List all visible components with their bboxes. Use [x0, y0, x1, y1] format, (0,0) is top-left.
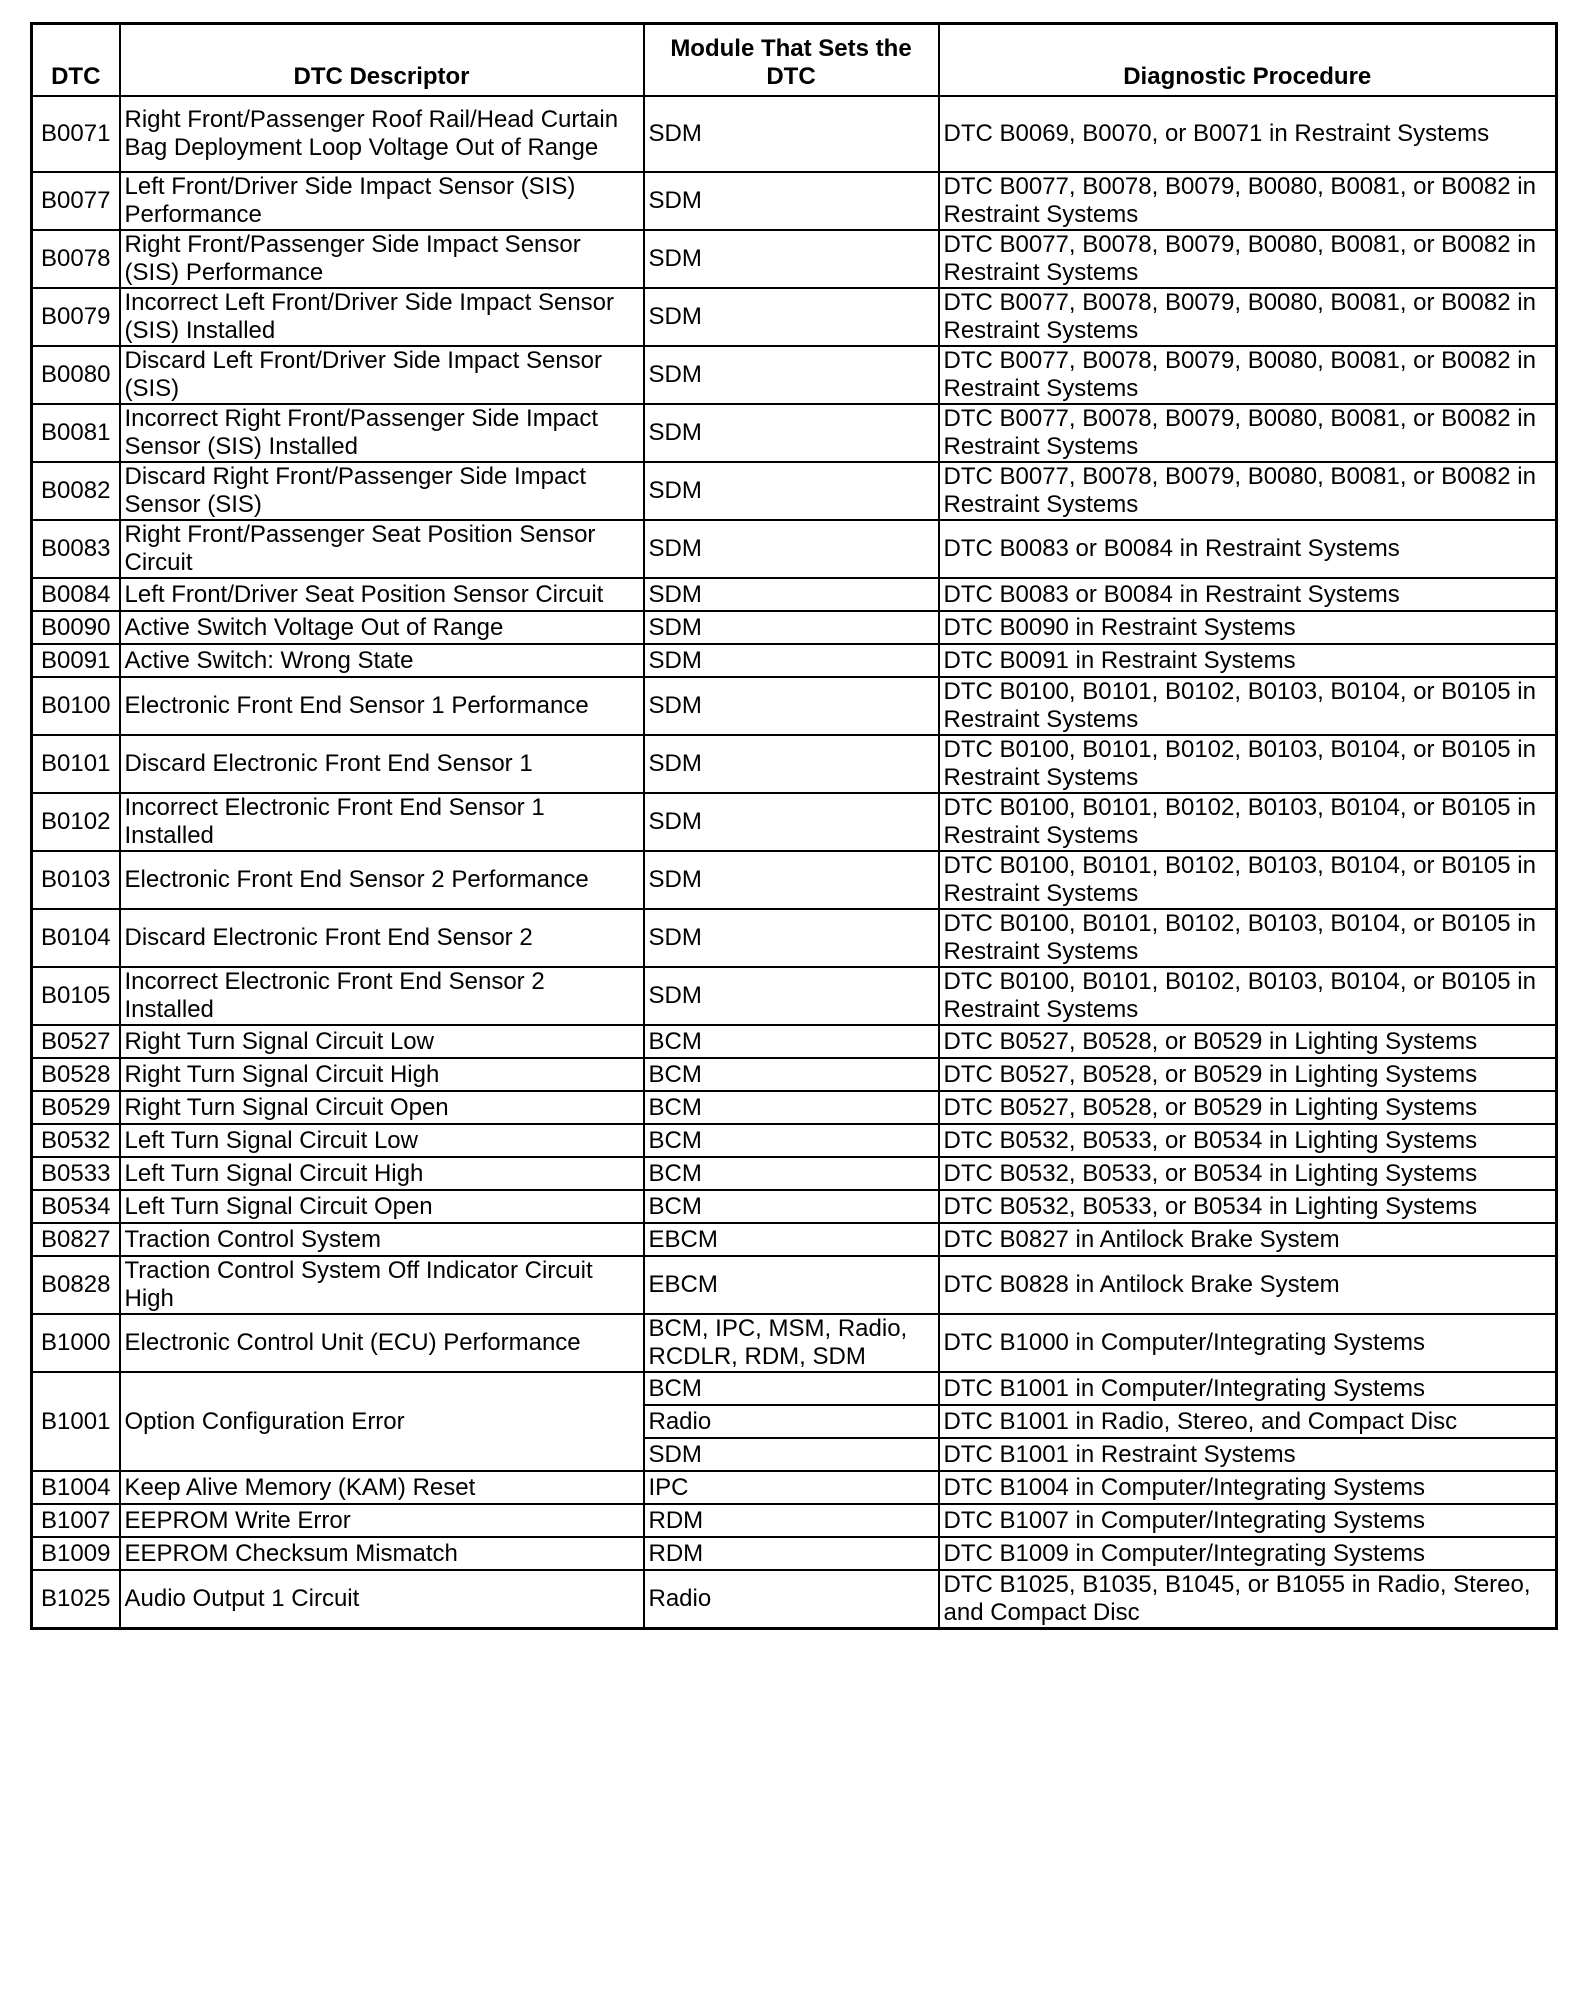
- module-cell: EBCM: [644, 1256, 939, 1314]
- module-cell: SDM: [644, 404, 939, 462]
- table-row: [32, 96, 1557, 172]
- dtc-code-cell: B0527: [32, 1025, 120, 1058]
- diagnostic-procedure-cell: DTC B0532, B0533, or B0534 in Lighting Systems: [939, 1157, 1557, 1190]
- dtc-code-cell: B0077: [32, 172, 120, 230]
- table-row: [32, 230, 1557, 288]
- dtc-code-cell: B0082: [32, 462, 120, 520]
- dtc-descriptor-cell: Active Switch Voltage Out of Range: [120, 611, 644, 644]
- dtc-code-cell: B0534: [32, 1190, 120, 1223]
- table-row: [32, 462, 1557, 520]
- module-cell: SDM: [644, 735, 939, 793]
- diagnostic-procedure-cell: DTC B0100, B0101, B0102, B0103, B0104, or B0105 in Restraint Systems: [939, 793, 1557, 851]
- dtc-code-cell: B0102: [32, 793, 120, 851]
- dtc-descriptor-cell: Right Front/Passenger Seat Position Sensor Circuit: [120, 520, 644, 578]
- table-row: [32, 1091, 1557, 1124]
- dtc-descriptor-cell: Traction Control System Off Indicator Circuit High: [120, 1256, 644, 1314]
- table-row: [32, 677, 1557, 735]
- table-row: [32, 404, 1557, 462]
- module-cell: RDM: [644, 1504, 939, 1537]
- diagnostic-procedure-cell: DTC B0100, B0101, B0102, B0103, B0104, or B0105 in Restraint Systems: [939, 909, 1557, 967]
- table-row: [32, 967, 1557, 1025]
- dtc-code-cell: B0078: [32, 230, 120, 288]
- dtc-descriptor-cell: Electronic Front End Sensor 1 Performance: [120, 677, 644, 735]
- table-row: [32, 1223, 1557, 1256]
- dtc-descriptor-cell: Left Turn Signal Circuit High: [120, 1157, 644, 1190]
- dtc-descriptor-cell: Discard Right Front/Passenger Side Impact Sensor (SIS): [120, 462, 644, 520]
- module-cell: SDM: [644, 462, 939, 520]
- diagnostic-procedure-cell: DTC B0527, B0528, or B0529 in Lighting Systems: [939, 1058, 1557, 1091]
- diagnostic-procedure-cell: DTC B0083 or B0084 in Restraint Systems: [939, 520, 1557, 578]
- diagnostic-procedure-cell: DTC B0827 in Antilock Brake System: [939, 1223, 1557, 1256]
- diagnostic-procedure-cell: DTC B0532, B0533, or B0534 in Lighting Systems: [939, 1190, 1557, 1223]
- dtc-code-cell: B0103: [32, 851, 120, 909]
- table-row: [32, 1190, 1557, 1223]
- diagnostic-procedure-cell: DTC B1001 in Restraint Systems: [939, 1438, 1557, 1471]
- diagnostic-procedure-cell: DTC B1025, B1035, B1045, or B1055 in Radio, Stereo, and Compact Disc: [939, 1570, 1557, 1629]
- dtc-descriptor-cell: Left Front/Driver Seat Position Sensor Circuit: [120, 578, 644, 611]
- diagnostic-procedure-cell: DTC B1009 in Computer/Integrating Systems: [939, 1537, 1557, 1570]
- module-cell: SDM: [644, 230, 939, 288]
- dtc-code-cell: B0104: [32, 909, 120, 967]
- diagnostic-procedure-cell: DTC B0069, B0070, or B0071 in Restraint Systems: [939, 96, 1557, 172]
- diagnostic-procedure-cell: DTC B0077, B0078, B0079, B0080, B0081, or B0082 in Restraint Systems: [939, 346, 1557, 404]
- dtc-descriptor-cell: Audio Output 1 Circuit: [120, 1570, 644, 1629]
- table-row: [32, 1570, 1557, 1629]
- dtc-descriptor-cell: Incorrect Electronic Front End Sensor 2 Installed: [120, 967, 644, 1025]
- diagnostic-procedure-cell: DTC B0077, B0078, B0079, B0080, B0081, or B0082 in Restraint Systems: [939, 404, 1557, 462]
- module-cell: RDM: [644, 1537, 939, 1570]
- module-cell: SDM: [644, 172, 939, 230]
- module-cell: SDM: [644, 644, 939, 677]
- dtc-descriptor-cell: Incorrect Right Front/Passenger Side Impact Sensor (SIS) Installed: [120, 404, 644, 462]
- dtc-descriptor-cell: Right Turn Signal Circuit Open: [120, 1091, 644, 1124]
- dtc-descriptor-cell: Keep Alive Memory (KAM) Reset: [120, 1471, 644, 1504]
- module-cell: BCM: [644, 1372, 939, 1405]
- table-row: [32, 909, 1557, 967]
- dtc-code-cell: B0081: [32, 404, 120, 462]
- table-row: [32, 1537, 1557, 1570]
- dtc-table: [30, 22, 1558, 1630]
- dtc-code-cell: B1001: [32, 1372, 120, 1471]
- table-row: [32, 1504, 1557, 1537]
- diagnostic-procedure-cell: DTC B0077, B0078, B0079, B0080, B0081, or B0082 in Restraint Systems: [939, 230, 1557, 288]
- dtc-descriptor-cell: Left Front/Driver Side Impact Sensor (SIS) Performance: [120, 172, 644, 230]
- module-cell: BCM: [644, 1025, 939, 1058]
- table-row: [32, 793, 1557, 851]
- diagnostic-procedure-cell: DTC B0090 in Restraint Systems: [939, 611, 1557, 644]
- table-row: [32, 578, 1557, 611]
- table-row: [32, 288, 1557, 346]
- dtc-descriptor-cell: EEPROM Write Error: [120, 1504, 644, 1537]
- diagnostic-procedure-cell: DTC B1007 in Computer/Integrating Systems: [939, 1504, 1557, 1537]
- dtc-descriptor-cell: Left Turn Signal Circuit Low: [120, 1124, 644, 1157]
- dtc-table-body: [32, 96, 1557, 1629]
- diagnostic-procedure-cell: DTC B0532, B0533, or B0534 in Lighting Systems: [939, 1124, 1557, 1157]
- module-cell: BCM: [644, 1190, 939, 1223]
- module-cell: SDM: [644, 611, 939, 644]
- dtc-descriptor-cell: Discard Left Front/Driver Side Impact Sensor (SIS): [120, 346, 644, 404]
- module-cell: BCM, IPC, MSM, Radio, RCDLR, RDM, SDM: [644, 1314, 939, 1372]
- dtc-code-cell: B0090: [32, 611, 120, 644]
- dtc-code-cell: B0828: [32, 1256, 120, 1314]
- diagnostic-procedure-cell: DTC B0083 or B0084 in Restraint Systems: [939, 578, 1557, 611]
- dtc-code-cell: B1000: [32, 1314, 120, 1372]
- table-row: [32, 520, 1557, 578]
- module-cell: Radio: [644, 1570, 939, 1629]
- diagnostic-procedure-cell: DTC B1001 in Computer/Integrating Systems: [939, 1372, 1557, 1405]
- dtc-code-cell: B0071: [32, 96, 120, 172]
- dtc-descriptor-cell: Discard Electronic Front End Sensor 2: [120, 909, 644, 967]
- table-row: [32, 172, 1557, 230]
- dtc-descriptor-cell: Discard Electronic Front End Sensor 1: [120, 735, 644, 793]
- dtc-descriptor-cell: Right Turn Signal Circuit High: [120, 1058, 644, 1091]
- dtc-descriptor-cell: Right Front/Passenger Side Impact Sensor (SIS) Performance: [120, 230, 644, 288]
- module-cell: BCM: [644, 1058, 939, 1091]
- module-cell: SDM: [644, 578, 939, 611]
- dtc-code-cell: B1007: [32, 1504, 120, 1537]
- module-cell: EBCM: [644, 1223, 939, 1256]
- dtc-descriptor-cell: EEPROM Checksum Mismatch: [120, 1537, 644, 1570]
- table-row: [32, 1058, 1557, 1091]
- dtc-code-cell: B0080: [32, 346, 120, 404]
- diagnostic-procedure-cell: DTC B0077, B0078, B0079, B0080, B0081, or B0082 in Restraint Systems: [939, 172, 1557, 230]
- diagnostic-procedure-cell: DTC B1004 in Computer/Integrating Systems: [939, 1471, 1557, 1504]
- dtc-code-cell: B1009: [32, 1537, 120, 1570]
- dtc-code-cell: B0532: [32, 1124, 120, 1157]
- module-cell: SDM: [644, 677, 939, 735]
- module-cell: BCM: [644, 1091, 939, 1124]
- module-cell: SDM: [644, 851, 939, 909]
- module-cell: SDM: [644, 967, 939, 1025]
- dtc-code-cell: B0083: [32, 520, 120, 578]
- module-cell: BCM: [644, 1124, 939, 1157]
- dtc-code-cell: B0079: [32, 288, 120, 346]
- dtc-code-cell: B0533: [32, 1157, 120, 1190]
- dtc-code-cell: B1025: [32, 1570, 120, 1629]
- dtc-descriptor-cell: Electronic Control Unit (ECU) Performance: [120, 1314, 644, 1372]
- table-row: [32, 1157, 1557, 1190]
- dtc-descriptor-cell: Left Turn Signal Circuit Open: [120, 1190, 644, 1223]
- header-row: [32, 24, 1557, 97]
- diagnostic-procedure-cell: DTC B0077, B0078, B0079, B0080, B0081, or B0082 in Restraint Systems: [939, 288, 1557, 346]
- diagnostic-procedure-cell: DTC B0527, B0528, or B0529 in Lighting Systems: [939, 1025, 1557, 1058]
- header-module: Module That Sets the DTC: [644, 24, 939, 97]
- dtc-code-cell: B0827: [32, 1223, 120, 1256]
- dtc-code-cell: B0529: [32, 1091, 120, 1124]
- dtc-descriptor-cell: Incorrect Left Front/Driver Side Impact Sensor (SIS) Installed: [120, 288, 644, 346]
- table-row: [32, 346, 1557, 404]
- dtc-descriptor-cell: Active Switch: Wrong State: [120, 644, 644, 677]
- table-row: [32, 1124, 1557, 1157]
- diagnostic-procedure-cell: DTC B0091 in Restraint Systems: [939, 644, 1557, 677]
- table-row: [32, 1025, 1557, 1058]
- diagnostic-procedure-cell: DTC B0100, B0101, B0102, B0103, B0104, or B0105 in Restraint Systems: [939, 967, 1557, 1025]
- diagnostic-procedure-cell: DTC B0100, B0101, B0102, B0103, B0104, or B0105 in Restraint Systems: [939, 677, 1557, 735]
- dtc-descriptor-cell: Option Configuration Error: [120, 1372, 644, 1471]
- diagnostic-procedure-cell: DTC B0100, B0101, B0102, B0103, B0104, or B0105 in Restraint Systems: [939, 735, 1557, 793]
- dtc-descriptor-cell: Right Turn Signal Circuit Low: [120, 1025, 644, 1058]
- module-cell: BCM: [644, 1157, 939, 1190]
- dtc-code-cell: B1004: [32, 1471, 120, 1504]
- diagnostic-procedure-cell: DTC B0077, B0078, B0079, B0080, B0081, or B0082 in Restraint Systems: [939, 462, 1557, 520]
- diagnostic-procedure-cell: DTC B0527, B0528, or B0529 in Lighting Systems: [939, 1091, 1557, 1124]
- diagnostic-procedure-cell: DTC B0828 in Antilock Brake System: [939, 1256, 1557, 1314]
- dtc-code-cell: B0101: [32, 735, 120, 793]
- dtc-code-cell: B0100: [32, 677, 120, 735]
- table-row: [32, 611, 1557, 644]
- table-row: [32, 1471, 1557, 1504]
- module-cell: SDM: [644, 96, 939, 172]
- module-cell: IPC: [644, 1471, 939, 1504]
- header-dtc: DTC: [32, 24, 120, 97]
- dtc-descriptor-cell: Traction Control System: [120, 1223, 644, 1256]
- module-cell: SDM: [644, 909, 939, 967]
- module-cell: SDM: [644, 346, 939, 404]
- header-procedure: Diagnostic Procedure: [939, 24, 1557, 97]
- header-descriptor: DTC Descriptor: [120, 24, 644, 97]
- dtc-code-cell: B0528: [32, 1058, 120, 1091]
- table-row: [32, 1256, 1557, 1314]
- table-row: [32, 1372, 1557, 1405]
- dtc-code-cell: B0091: [32, 644, 120, 677]
- module-cell: SDM: [644, 793, 939, 851]
- dtc-descriptor-cell: Incorrect Electronic Front End Sensor 1 Installed: [120, 793, 644, 851]
- module-cell: Radio: [644, 1405, 939, 1438]
- dtc-descriptor-cell: Electronic Front End Sensor 2 Performance: [120, 851, 644, 909]
- dtc-descriptor-cell: Right Front/Passenger Roof Rail/Head Curtain Bag Deployment Loop Voltage Out of Range: [120, 96, 644, 172]
- dtc-code-cell: B0105: [32, 967, 120, 1025]
- table-row: [32, 851, 1557, 909]
- diagnostic-procedure-cell: DTC B1000 in Computer/Integrating Systems: [939, 1314, 1557, 1372]
- table-row: [32, 644, 1557, 677]
- diagnostic-procedure-cell: DTC B0100, B0101, B0102, B0103, B0104, or B0105 in Restraint Systems: [939, 851, 1557, 909]
- module-cell: SDM: [644, 288, 939, 346]
- table-row: [32, 735, 1557, 793]
- diagnostic-procedure-cell: DTC B1001 in Radio, Stereo, and Compact Disc: [939, 1405, 1557, 1438]
- module-cell: SDM: [644, 1438, 939, 1471]
- module-cell: SDM: [644, 520, 939, 578]
- table-row: [32, 1314, 1557, 1372]
- dtc-code-cell: B0084: [32, 578, 120, 611]
